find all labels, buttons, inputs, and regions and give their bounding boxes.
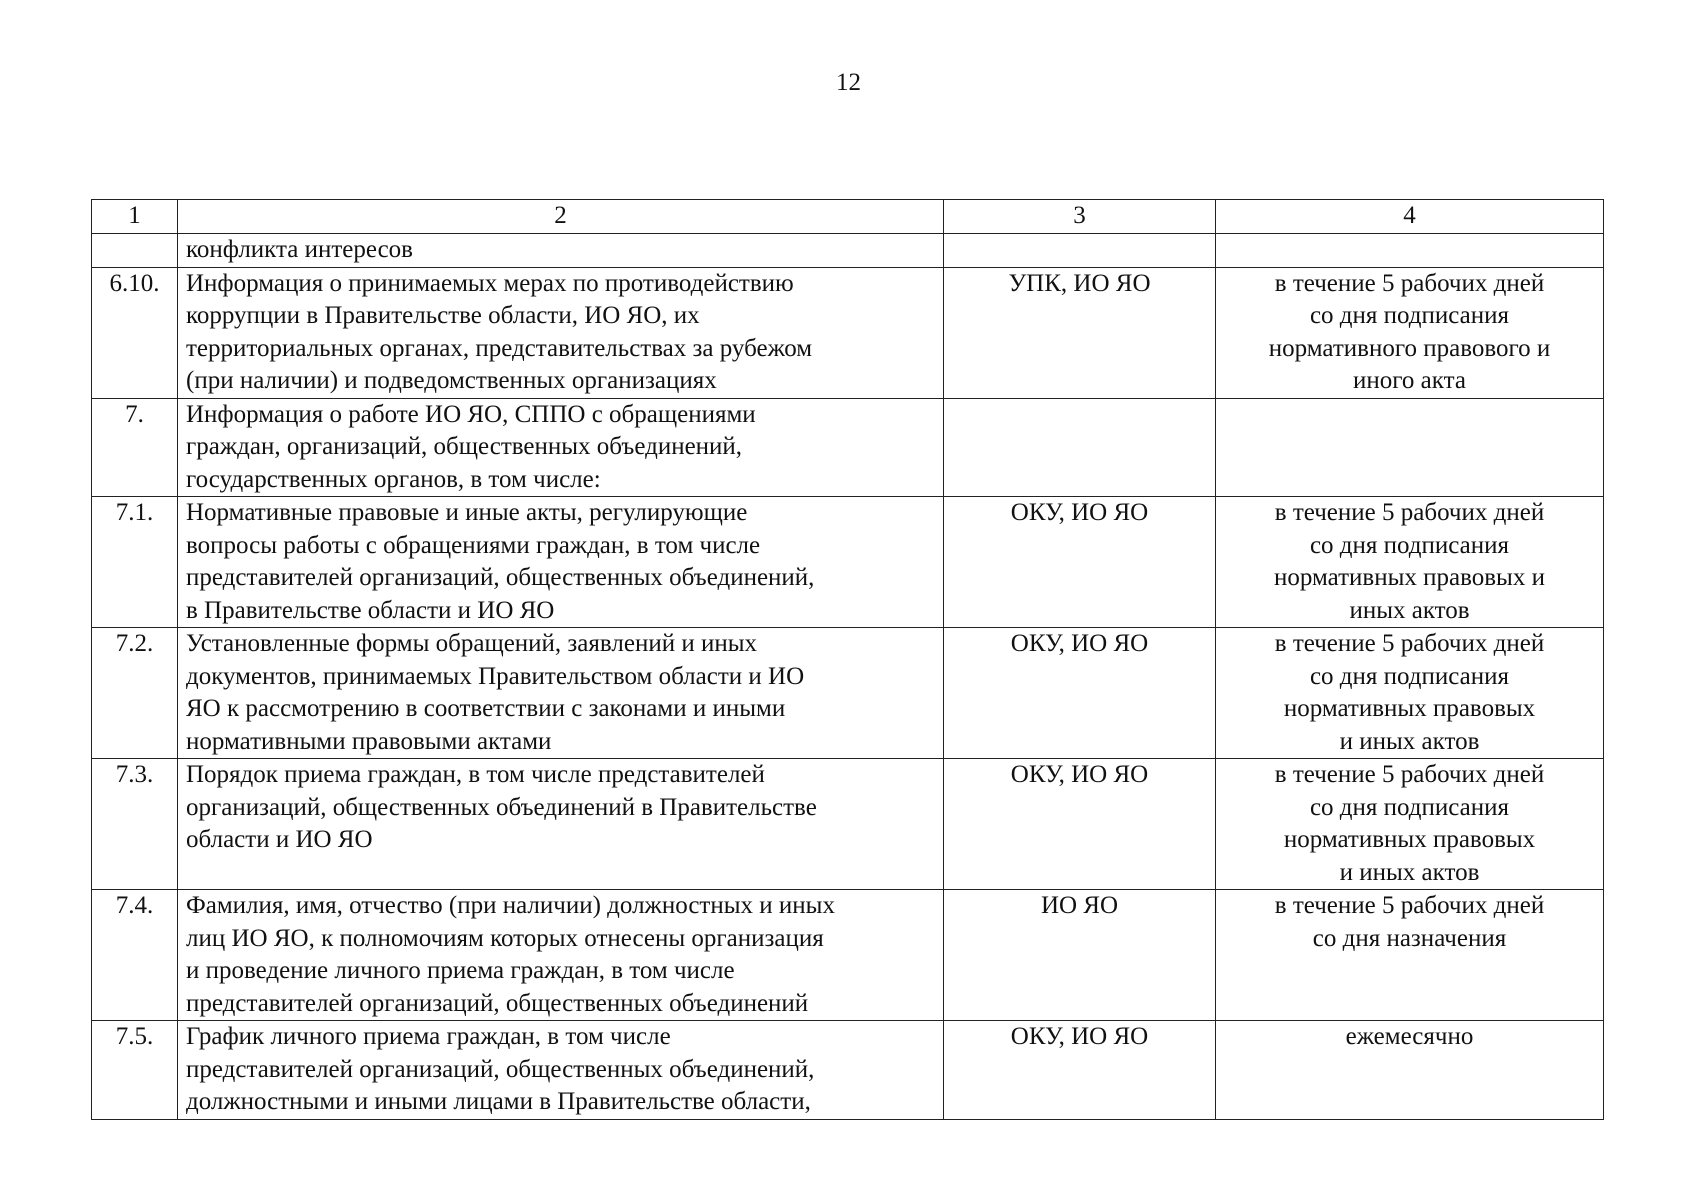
row-number-cell: 7.2.	[92, 628, 178, 759]
responsible-cell: ОКУ, ИО ЯО	[944, 628, 1216, 759]
table-row	[92, 890, 1604, 1021]
deadline-line: со дня подписания	[1309, 531, 1510, 559]
table-row	[92, 267, 1604, 398]
table-row	[92, 497, 1604, 628]
table-row	[92, 1021, 1604, 1120]
info-line: нормативными правовыми актами	[186, 727, 552, 755]
row-number-cell: 7.1.	[92, 497, 178, 628]
responsible-cell: ОКУ, ИО ЯО	[944, 759, 1216, 890]
info-line: (при наличии) и подведомственных организациях	[186, 367, 717, 394]
info-line: Установленные формы обращений, заявлений и иных	[186, 630, 758, 657]
responsible-cell: УПК, ИО ЯО	[944, 267, 1216, 398]
deadline-line: со дня подписания	[1309, 793, 1510, 821]
deadline-line: и иных актов	[1339, 727, 1480, 755]
deadline-cell	[1216, 233, 1604, 267]
table-header-row	[92, 200, 1604, 234]
info-line: должностными и иными лицами в Правительстве области,	[186, 1088, 811, 1115]
deadline-cell	[1216, 267, 1604, 398]
deadline-line: нормативных правовых	[1283, 826, 1536, 853]
info-line: конфликта интересов	[186, 235, 413, 263]
info-line: Фамилия, имя, отчество (при наличии) должностных и иных	[186, 892, 835, 919]
info-cell	[178, 628, 944, 759]
header-cell-3: 3	[944, 200, 1216, 234]
info-line: Порядок приема граждан, в том числе представителей	[186, 761, 765, 788]
info-line: вопросы работы с обращениями граждан, в том числе	[186, 531, 761, 559]
info-line: представителей организаций, общественных объединений,	[186, 564, 815, 591]
deadline-line: иных актов	[1349, 596, 1470, 624]
info-cell	[178, 1021, 944, 1120]
info-cell	[178, 233, 944, 267]
row-number-cell: 7.4.	[92, 890, 178, 1021]
table-row	[92, 759, 1604, 890]
table-row	[92, 398, 1604, 497]
table-body	[92, 200, 1604, 1120]
info-line: области и ИО ЯО	[186, 826, 373, 853]
info-line: и проведение личного приема граждан, в том числе	[186, 957, 735, 984]
deadline-cell	[1216, 628, 1604, 759]
row-number-cell	[92, 233, 178, 267]
deadline-line: нормативных правовых	[1283, 695, 1536, 722]
info-line: организаций, общественных объединений в Правительстве	[186, 793, 817, 821]
info-line: представителей организаций, общественных объединений,	[186, 1055, 815, 1083]
row-number-cell: 7.	[92, 398, 178, 497]
info-line: ЯО к рассмотрению в соответствии с законами и иными	[186, 695, 786, 722]
header-cell-1: 1	[92, 200, 178, 234]
info-cell	[178, 890, 944, 1021]
responsible-cell: ОКУ, ИО ЯО	[944, 1021, 1216, 1120]
responsible-cell: ИО ЯО	[944, 890, 1216, 1021]
info-cell	[178, 497, 944, 628]
deadline-line: иного акта	[1353, 367, 1466, 394]
info-line: коррупции в Правительстве области, ИО ЯО, их	[186, 302, 700, 329]
header-cell-4: 4	[1216, 200, 1604, 234]
info-line: График личного приема граждан, в том числе	[186, 1023, 671, 1050]
table-row	[92, 233, 1604, 267]
deadline-line: в течение 5 рабочих дней	[1274, 499, 1545, 526]
deadline-line: и иных актов	[1339, 858, 1480, 886]
responsible-cell: ОКУ, ИО ЯО	[944, 497, 1216, 628]
deadline-line: в течение 5 рабочих дней	[1274, 269, 1545, 297]
deadline-line: в течение 5 рабочих дней	[1274, 630, 1545, 657]
deadline-line: нормативного правового и	[1268, 334, 1551, 362]
info-line: документов, принимаемых Правительством области и ИО	[186, 662, 805, 690]
deadline-line: со дня подписания	[1309, 662, 1510, 690]
header-cell-2: 2	[178, 200, 944, 234]
deadline-cell	[1216, 1021, 1604, 1120]
info-line: Нормативные правовые и иные акты, регулирующие	[186, 499, 748, 526]
info-line: территориальных органах, представительствах за рубежом	[186, 334, 813, 362]
table-row	[92, 628, 1604, 759]
deadline-cell	[1216, 398, 1604, 497]
info-cell	[178, 398, 944, 497]
row-number-cell: 6.10.	[92, 267, 178, 398]
deadline-cell	[1216, 890, 1604, 1021]
row-number-cell: 7.3.	[92, 759, 178, 890]
page-number: 12	[836, 69, 861, 96]
deadline-cell	[1216, 497, 1604, 628]
deadline-line: со дня подписания	[1309, 302, 1510, 329]
responsible-cell	[944, 398, 1216, 497]
deadline-line: ежемесячно	[1345, 1023, 1474, 1050]
info-cell	[178, 267, 944, 398]
info-line: Информация о принимаемых мерах по противодействию	[186, 269, 794, 297]
info-line: государственных органов, в том числе:	[186, 465, 601, 493]
deadline-line: нормативных правовых и	[1274, 564, 1545, 591]
deadline-line: со дня назначения	[1312, 924, 1507, 952]
info-line: Информация о работе ИО ЯО, СППО с обращениями	[186, 400, 756, 428]
document-table	[91, 199, 1604, 1120]
deadline-cell	[1216, 759, 1604, 890]
info-line: в Правительстве области и ИО ЯО	[186, 596, 555, 624]
info-line: лиц ИО ЯО, к полномочиям которых отнесены организация	[186, 924, 824, 952]
info-line: представителей организаций, общественных объединений	[186, 989, 809, 1017]
responsible-cell	[944, 233, 1216, 267]
row-number-cell: 7.5.	[92, 1021, 178, 1120]
deadline-line: в течение 5 рабочих дней	[1274, 892, 1545, 919]
info-line: граждан, организаций, общественных объединений,	[186, 433, 743, 460]
info-cell	[178, 759, 944, 890]
deadline-line: в течение 5 рабочих дней	[1274, 761, 1545, 788]
